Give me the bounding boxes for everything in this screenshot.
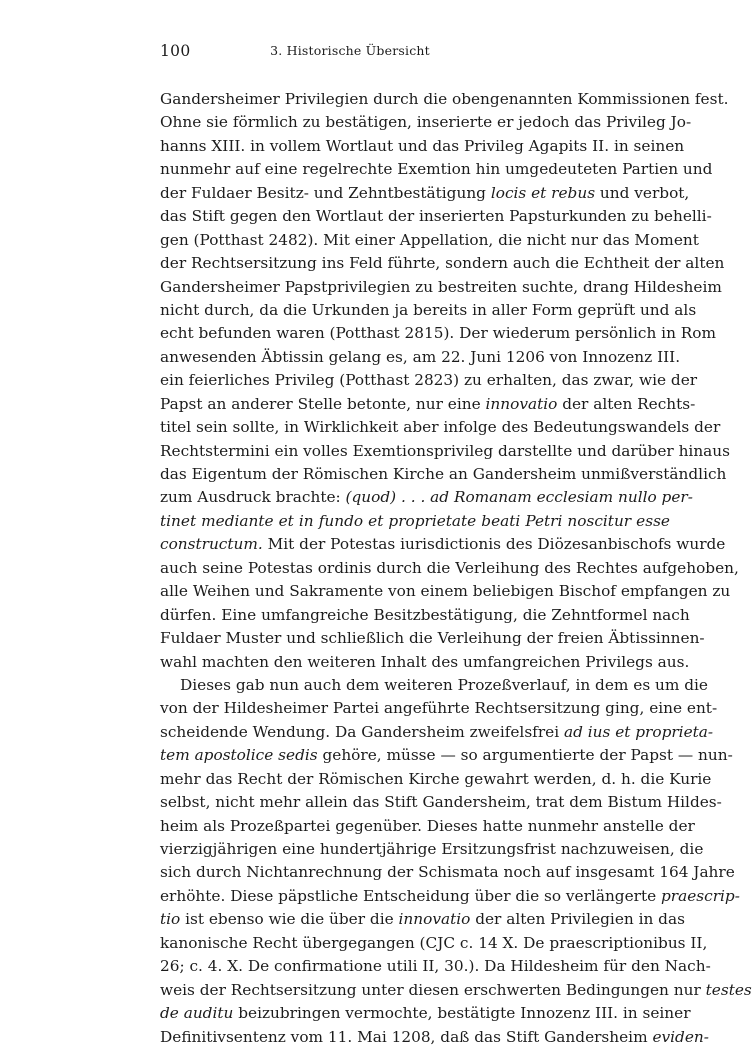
text-line bbox=[160, 276, 722, 299]
text-segment: ist ebenso wie die über die bbox=[180, 910, 399, 929]
text-segment: Ohne sie förmlich zu bestätigen, inserierte er jedoch das Privileg Jo- bbox=[160, 113, 692, 132]
text-line bbox=[160, 158, 713, 181]
text-segment: Gandersheimer Papstprivilegien zu bestreiten suchte, drang Hildesheim bbox=[160, 277, 722, 296]
text-segment: erhöhte. Diese päpstliche Entscheidung über die so verlängerte bbox=[160, 886, 662, 905]
text-segment: der Rechtsersitzung ins Feld führte, sondern auch die Echtheit der alten bbox=[160, 254, 725, 273]
text-line bbox=[160, 721, 714, 744]
text-segment: beizubringen vermochte, bestätigte Innozenz III. in seiner bbox=[233, 1004, 691, 1023]
text-segment: sich durch Nichtanrechnung der Schismata noch auf insgesamt 164 Jahre bbox=[160, 863, 735, 882]
italic-segment: tem apostolice sedis bbox=[160, 746, 318, 765]
text-segment: der Fuldaer Besitz- und Zehntbestätigung bbox=[160, 183, 491, 202]
text-line bbox=[160, 346, 681, 369]
text-line bbox=[160, 557, 739, 580]
italic-segment: eviden- bbox=[652, 1027, 709, 1046]
text-segment: gehöre, müsse — so argumentierte der Papst — nun- bbox=[317, 746, 733, 765]
italic-segment: tio bbox=[160, 910, 181, 929]
text-line bbox=[160, 979, 752, 1002]
text-line bbox=[160, 580, 731, 603]
text-line bbox=[160, 815, 695, 838]
italic-segment: constructum. bbox=[160, 535, 263, 554]
body-text bbox=[160, 88, 752, 1049]
text-line bbox=[160, 533, 726, 556]
text-segment: mehr das Recht der Römischen Kirche gewahrt werden, d. h. die Kurie bbox=[160, 769, 712, 788]
text-segment: titel sein sollte, in Wirklichkeit aber infolge des Bedeutungswandels der bbox=[160, 418, 721, 437]
text-line bbox=[160, 1026, 709, 1049]
text-segment: weis der Rechtsersitzung unter diesen erschwerten Bedingungen nur bbox=[160, 980, 706, 999]
text-line bbox=[160, 768, 712, 791]
text-line bbox=[160, 932, 708, 955]
text-segment: auch seine Potestas ordinis durch die Verleihung des Rechtes aufgehoben, bbox=[160, 558, 739, 577]
text-segment: kanonische Recht übergegangen (CJC c. 14 X. De praescriptionibus II, bbox=[160, 933, 708, 952]
text-line bbox=[160, 838, 704, 861]
text-segment: der alten Privilegien in das bbox=[470, 910, 685, 929]
italic-segment: ad ius et proprieta- bbox=[563, 722, 714, 741]
text-line bbox=[160, 791, 722, 814]
text-line bbox=[160, 651, 690, 674]
text-line bbox=[160, 674, 708, 697]
text-segment: Dieses gab nun auch dem weiteren Prozeßverlauf, in dem es um die bbox=[180, 675, 708, 694]
text-segment: nicht durch, da die Urkunden ja bereits in aller Form geprüft und als bbox=[160, 300, 697, 319]
text-line bbox=[160, 299, 697, 322]
italic-segment: innovatio bbox=[485, 394, 558, 413]
text-line bbox=[160, 885, 740, 908]
text-segment: Rechtstermini ein volles Exemtionsprivileg darstellte und darüber hinaus bbox=[160, 441, 730, 460]
text-segment: von der Hildesheimer Partei angeführte Rechtsersitzung ging, eine ent- bbox=[160, 699, 718, 718]
text-line bbox=[160, 604, 690, 627]
text-line bbox=[160, 182, 690, 205]
text-segment: dürfen. Eine umfangreiche Besitzbestätigung, die Zehntformel nach bbox=[160, 605, 690, 624]
italic-segment: (quod) . . . ad Romanam ecclesiam nullo per- bbox=[345, 488, 693, 507]
text-segment: Papst an anderer Stelle betonte, nur eine bbox=[160, 394, 486, 413]
text-segment: wahl machten den weiteren Inhalt des umfangreichen Privilegs aus. bbox=[160, 652, 690, 671]
text-line bbox=[160, 416, 721, 439]
italic-segment: testes bbox=[705, 980, 752, 999]
text-line bbox=[160, 486, 693, 509]
text-segment: der alten Rechts- bbox=[557, 394, 696, 413]
text-segment: Mit der Potestas iurisdictionis des Diözesanbischofs wurde bbox=[262, 535, 726, 554]
text-segment: alle Weihen und Sakramente von einem beliebigen Bischof empfangen zu bbox=[160, 582, 731, 601]
text-line bbox=[160, 135, 685, 158]
text-segment: vierzigjährigen eine hundertjährige Ersitzungsfrist nachzuweisen, die bbox=[160, 840, 704, 858]
text-line bbox=[160, 369, 698, 392]
italic-segment: de auditu bbox=[160, 1004, 234, 1023]
text-line bbox=[160, 955, 711, 978]
text-line bbox=[160, 111, 692, 134]
text-line bbox=[160, 744, 733, 767]
text-line bbox=[160, 908, 685, 931]
text-segment: ein feierliches Privileg (Potthast 2823) zu erhalten, das zwar, wie der bbox=[160, 371, 698, 390]
text-segment: und verbot, bbox=[595, 183, 690, 202]
text-segment: gen (Potthast 2482). Mit einer Appellation, die nicht nur das Moment bbox=[160, 230, 699, 249]
page-number: 100 bbox=[160, 42, 191, 60]
text-line bbox=[160, 697, 718, 720]
text-line bbox=[160, 88, 729, 111]
text-segment: selbst, nicht mehr allein das Stift Gandersheim, trat dem Bistum Hildes- bbox=[160, 793, 722, 812]
italic-segment: praescrip- bbox=[661, 886, 740, 905]
text-line bbox=[160, 229, 699, 252]
text-segment: heim als Prozeßpartei gegenüber. Dieses hatte nunmehr anstelle der bbox=[160, 816, 695, 835]
text-segment: scheidende Wendung. Da Gandersheim zweifelsfrei bbox=[160, 722, 564, 741]
text-segment: anwesenden Äbtissin gelang es, am 22. Juni 1206 von Innozenz III. bbox=[160, 347, 681, 366]
text-segment: nunmehr auf eine regelrechte Exemtion hin umgedeuteten Partien und bbox=[160, 160, 713, 179]
text-segment: Gandersheimer Privilegien durch die obengenannten Kommissionen fest. bbox=[160, 90, 729, 108]
italic-segment: tinet mediante et in fundo et proprietate beati Petri noscitur esse bbox=[160, 511, 670, 530]
text-segment: das Stift gegen den Wortlaut der inserierten Papsturkunden zu behelli- bbox=[160, 207, 712, 226]
text-segment: Fuldaer Muster und schließlich die Verleihung der freien Äbtissinnen- bbox=[160, 629, 705, 648]
text-segment: das Eigentum der Römischen Kirche an Gandersheim unmißverständlich bbox=[160, 465, 727, 483]
italic-segment: locis et rebus bbox=[490, 183, 596, 202]
text-line bbox=[160, 510, 670, 533]
text-line bbox=[160, 205, 712, 228]
text-line bbox=[160, 627, 705, 650]
text-line bbox=[160, 1002, 691, 1025]
text-segment: zum Ausdruck brachte: bbox=[160, 488, 346, 507]
text-line bbox=[160, 393, 696, 416]
text-line bbox=[160, 252, 725, 275]
text-line bbox=[160, 322, 717, 345]
text-segment: Definitivsentenz vom 11. Mai 1208, daß das Stift Gandersheim bbox=[160, 1027, 653, 1046]
text-line bbox=[160, 463, 727, 486]
text-segment: echt befunden waren (Potthast 2815). Der wiederum persönlich in Rom bbox=[160, 324, 717, 343]
text-segment: hanns XIII. in vollem Wortlaut und das Privileg Agapits II. in seinen bbox=[160, 136, 685, 155]
text-segment: 26; c. 4. X. De confirmatione utili II, 30.). Da Hildesheim für den Nach- bbox=[160, 957, 711, 976]
running-head: 3. Historische Übersicht bbox=[270, 43, 430, 58]
text-line bbox=[160, 861, 735, 884]
italic-segment: innovatio bbox=[398, 910, 471, 929]
text-line bbox=[160, 440, 730, 463]
